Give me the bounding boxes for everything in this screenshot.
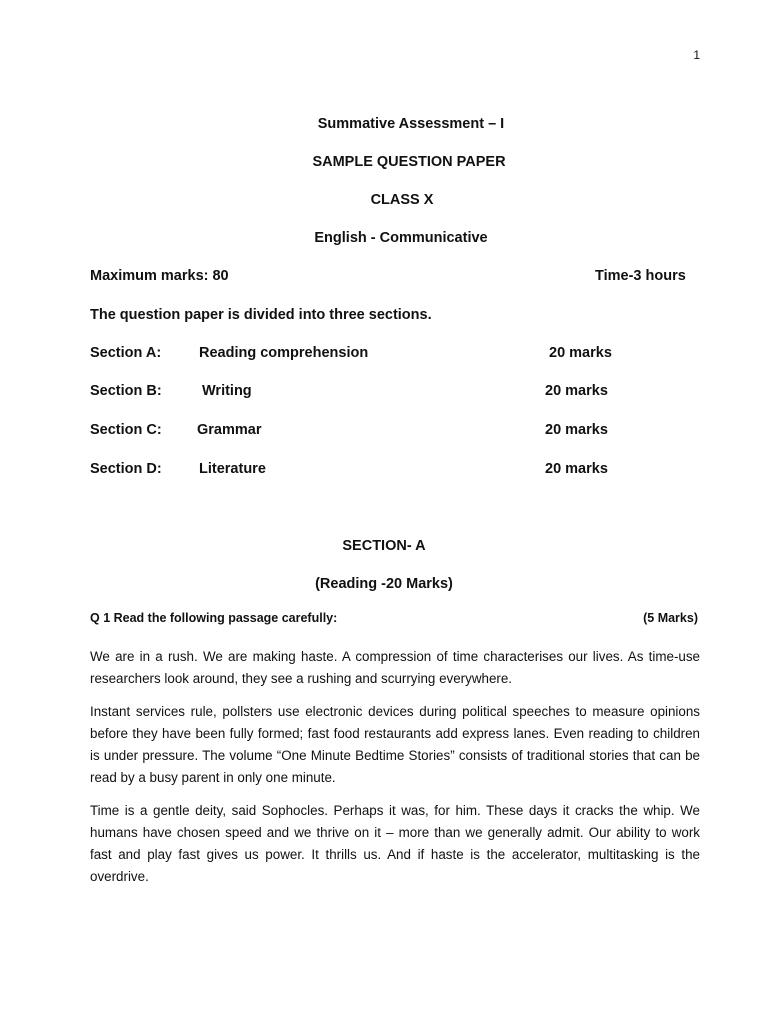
- assessment-title: Summative Assessment – I: [317, 116, 505, 132]
- section-a-subtitle: (Reading -20 Marks): [315, 576, 453, 592]
- section-marks: 20 marks: [545, 422, 608, 438]
- section-name: Reading comprehension: [199, 345, 369, 361]
- time-allowed: Time-3 hours: [595, 268, 686, 284]
- question-1: [90, 611, 700, 625]
- section-marks: 20 marks: [545, 461, 608, 477]
- passage-paragraph-1: We are in a rush. We are making haste. A compression of time characterises our lives. As time-use researchers look around, they see a rushing and scurrying everywhere.: [90, 649, 700, 686]
- subject-title: English - Communicative: [314, 230, 488, 246]
- passage-paragraph-3: Time is a gentle deity, said Sophocles. Perhaps it was, for him. These days it cracks the whip. We humans have chosen speed and we thrive on it – more than we generally admit. Our ability to work fast and play fast gives us power. It thrills us. And if haste is the accelerator, multitasking is the overdrive.: [90, 803, 700, 884]
- sections-intro: The question paper is divided into three sections.: [90, 307, 432, 323]
- section-marks: 20 marks: [549, 345, 612, 361]
- question-text: Q 1 Read the following passage carefully:: [90, 611, 338, 625]
- section-name: Writing: [202, 383, 252, 399]
- section-a-title: SECTION- A: [342, 538, 426, 554]
- page-number: 1: [693, 48, 700, 62]
- section-marks: 20 marks: [545, 383, 608, 399]
- question-marks: (5 Marks): [643, 611, 698, 625]
- paper-title: SAMPLE QUESTION PAPER: [312, 154, 506, 170]
- section-label: Section C:: [90, 422, 162, 438]
- section-label: Section B:: [90, 383, 162, 399]
- section-name: Literature: [199, 461, 266, 477]
- class-title: CLASS X: [370, 192, 434, 208]
- passage-paragraph-2: Instant services rule, pollsters use electronic devices during political speeches to measure opinions before they have been fully formed; fast food restaurants add express lanes. Even reading to children is under pressure. The volume “One Minute Bedtime Stories” consists of traditional stories that can be read by a busy parent in only one minute.: [90, 704, 700, 785]
- section-label: Section A:: [90, 345, 162, 361]
- section-name: Grammar: [197, 422, 262, 438]
- section-label: Section D:: [90, 461, 162, 477]
- maximum-marks: Maximum marks: 80: [90, 268, 229, 284]
